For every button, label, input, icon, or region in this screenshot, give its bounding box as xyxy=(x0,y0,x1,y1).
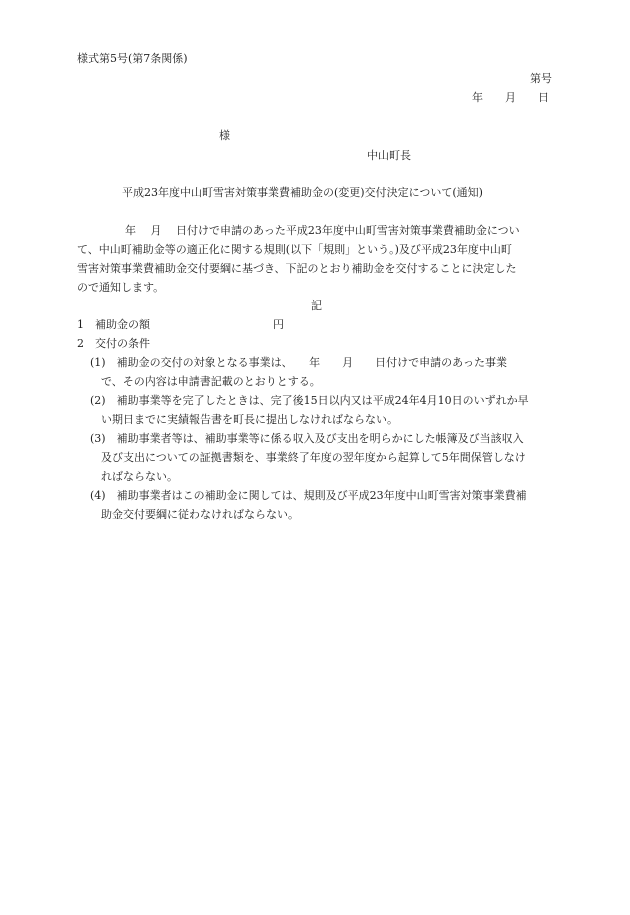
item-2-label: 2 交付の条件 xyxy=(77,337,150,350)
condition-line: (2) 補助事業等を完了したときは、完了後15日以内又は平成24年4月10日のいずれか早 xyxy=(90,394,529,407)
condition-line: い期日までに実績報告書を町長に提出しなければならない。 xyxy=(101,413,398,426)
body-line: て、中山町補助金等の適正化に関する規則(以下「規則」という。)及び平成23年度中山町 xyxy=(77,243,512,256)
form-number: 様式第5号(第7条関係) xyxy=(77,52,188,65)
addressee-honorific: 様 xyxy=(219,129,230,142)
condition-line: 助金交付要綱に従わなければならない。 xyxy=(101,508,299,521)
body-line: 雪害対策事業費補助金交付要綱に基づき、下記のとおり補助金を交付することに決定した xyxy=(77,262,517,275)
body-line: 年 月 日付けで申請のあった平成23年度中山町雪害対策事業費補助金につい xyxy=(125,224,520,237)
condition-line: (1) 補助金の交付の対象となる事業は、 年 月 日付けで申請のあった事業 xyxy=(90,356,507,369)
condition-line: 及び支出についての証拠書類を、事業終了年度の翌年度から起算して5年間保管しなけ xyxy=(101,451,526,464)
condition-line: (3) 補助事業者等は、補助事業等に係る収入及び支出を明らかにした帳簿及び当該収入 xyxy=(90,432,524,445)
issue-date: 年 月 日 xyxy=(472,91,549,104)
item-1-label: 1 補助金の額 xyxy=(77,318,150,331)
document-number: 第号 xyxy=(530,72,552,85)
body-line: ので通知します。 xyxy=(77,281,165,294)
document-title: 平成23年度中山町雪害対策事業費補助金の(変更)交付決定について(通知) xyxy=(122,186,483,199)
condition-line: で、その内容は申請書記載のとおりとする。 xyxy=(101,375,321,388)
condition-line: ればならない。 xyxy=(101,470,178,483)
sender-name: 中山町長 xyxy=(367,149,411,162)
condition-line: (4) 補助事業者はこの補助金に関しては、規則及び平成23年度中山町雪害対策事業費補 xyxy=(90,489,527,502)
amount-unit: 円 xyxy=(273,318,284,331)
ki-heading: 記 xyxy=(311,299,322,312)
